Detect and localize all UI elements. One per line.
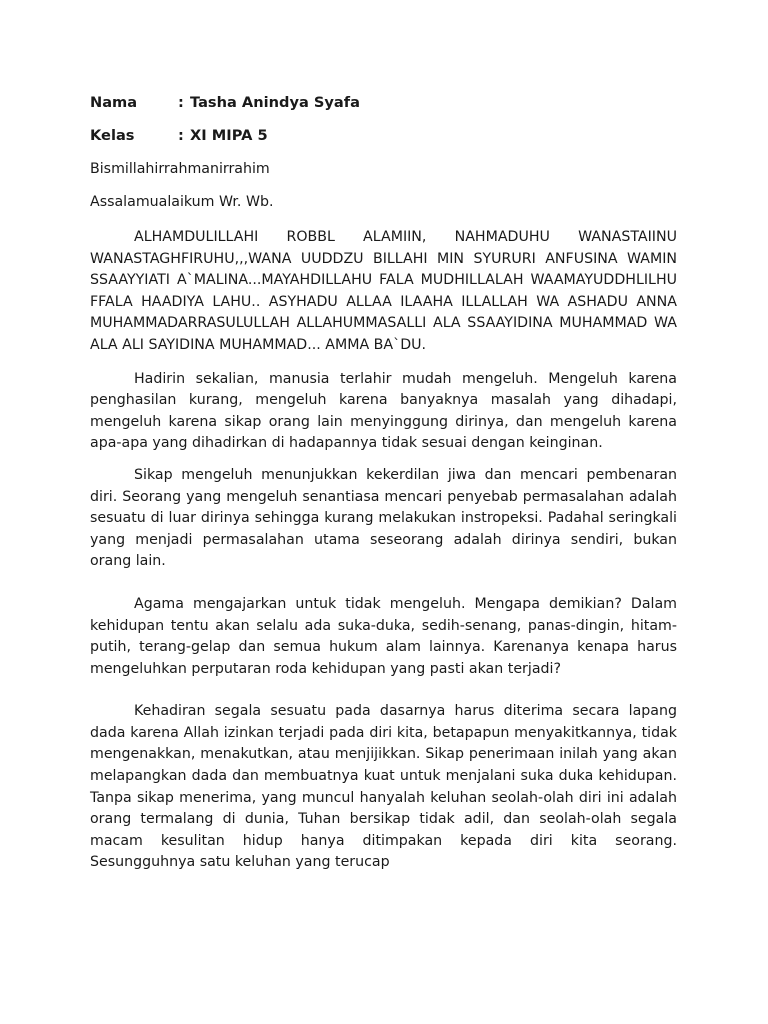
class-separator: :: [178, 127, 184, 144]
name-separator: :: [178, 94, 184, 111]
paragraph-religion: Agama mengajarkan untuk tidak mengeluh. Mengapa demikian? Dalam kehidupan tentu akan selalu ada suka-duka, sedih-senang, panas-dingin, hitam-putih, terang-gelap dan semua hukum alam lainnya. Karenanya kenapa harus mengeluhkan perputaran roda kehidupan yang pasti akan terjadi?: [90, 595, 677, 677]
paragraph-attitude: Sikap mengeluh menunjukkan kekerdilan jiwa dan mencari pembenaran diri. Seorang yang mengeluh senantiasa mencari penyebab permasalahan adalah sesuatu di luar dirinya sehingga kurang melakukan instropeksi. Padahal seringkali yang menjadi permasalahan utama seseorang adalah dirinya sendiri, bukan orang lain.: [90, 466, 677, 570]
paragraph-acceptance: Kehadiran segala sesuatu pada dasarnya harus diterima secara lapang dada karena Allah izinkan terjadi pada diri kita, betapapun menyakitkannya, tidak mengenakkan, menakutkan, atau menjijikkan. Sikap penerimaan inilah yang akan melapangkan dada dan membuatnya kuat untuk menjalani suka duka kehidupan. Tanpa sikap menerima, yang muncul hanyalah keluhan seolah-olah diri ini adalah orang termalang di dunia, Tuhan bersikap tidak adil, dan seolah-olah segala macam kesulitan hidup hanya ditimpakan kepada diri kita seorang. Sesungguhnya satu keluhan yang terucap: [90, 703, 677, 871]
name-label: Nama: [90, 94, 138, 111]
name-value: Tasha Anindya Syafa: [190, 94, 360, 111]
name-row: [90, 92, 677, 114]
paragraph-complaining: Hadirin sekalian, manusia terlahir mudah mengeluh. Mengeluh karena penghasilan kurang, mengeluh karena banyaknya masalah yang dihadapi, mengeluh karena sikap orang lain menyinggung dirinya, dan mengeluh karena apa-apa yang dihadirkan di hadapannya tidak sesuai dengan keinginan.: [90, 370, 677, 452]
class-label: Kelas: [90, 127, 135, 144]
class-value: XI MIPA 5: [190, 127, 268, 144]
basmalah-line: Bismillahirrahmanirrahim: [90, 161, 270, 177]
class-row: [90, 125, 677, 147]
greeting-line: Assalamualaikum Wr. Wb.: [90, 194, 274, 210]
document-body: [90, 92, 677, 871]
paragraph-opening-prayer: ALHAMDULILLAHI ROBBL ALAMIIN, NAHMADUHU WANASTAIINU WANASTAGHFIRUHU,,,WANA UUDDZU BILLAHI MIN SYURURI ANFUSINA WAMIN SSAAYYIATI A`MALINA...MAYAHDILLAHU FALA MUDHILLALAH WAAMAYUDDHLILHU FFALA HAADIYA LAHU.. ASYHADU ALLAA ILAAHA ILLALLAH WA ASHADU ANNA MUHAMMADARRASULULLAH ALLAHUMMASALLI ALA SSAAYIDINA MUHAMMAD WA ALA ALI SAYIDINA MUHAMMAD... AMMA BA`DU.: [90, 229, 677, 353]
